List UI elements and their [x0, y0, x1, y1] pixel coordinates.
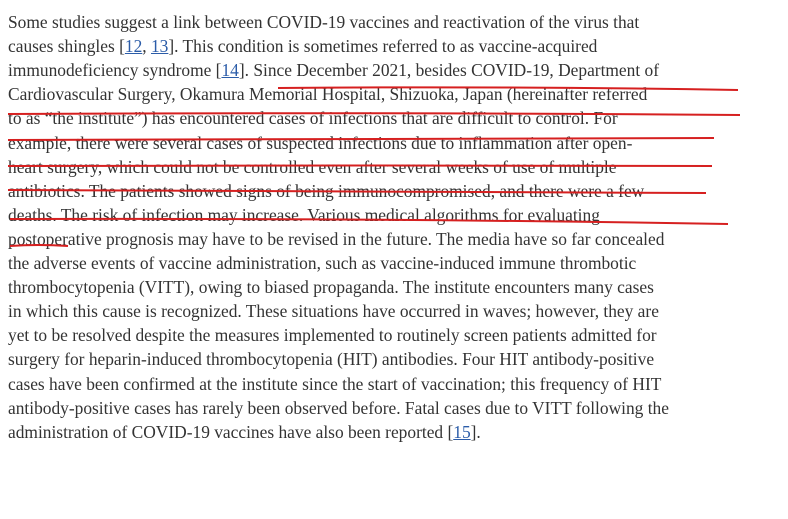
text-line	[8, 58, 659, 82]
text-run: heart surgery, which could not be controlled even after several weeks of use of multiple	[8, 156, 617, 177]
text-run: yet to be resolved despite the measures implemented to routinely screen patients admitted for	[8, 325, 657, 346]
text-run: example, there were several cases of suspected infections due to inflammation after open-	[8, 132, 633, 153]
text-line	[8, 251, 636, 275]
reference-link[interactable]: 12	[124, 36, 143, 57]
text-run: cases have been confirmed at the institute since the start of vaccination; this frequency of HIT	[8, 373, 662, 394]
text-line	[8, 34, 597, 58]
text-run: in which this cause is recognized. These situations have occurred in waves; however, they are	[8, 301, 659, 322]
text-run: ]. Since December 2021, besides COVID-19, Department of	[238, 60, 660, 81]
text-line	[8, 347, 654, 371]
text-line	[8, 155, 616, 179]
reference-link[interactable]: 15	[453, 421, 471, 442]
text-line	[8, 372, 661, 396]
text-run: deaths. The risk of infection may increase. Various medical algorithms for evaluating	[8, 204, 600, 225]
text-line	[8, 131, 632, 155]
text-run: antibiotics. The patients showed signs of being immunocompromised, and there were a few	[8, 180, 645, 201]
text-run: surgery for heparin-induced thrombocytopenia (HIT) antibodies. Four HIT antibody-positive	[8, 349, 655, 370]
text-line	[8, 10, 639, 34]
reference-link[interactable]: 13	[150, 36, 169, 57]
text-run: antibody-positive cases has rarely been observed before. Fatal cases due to VITT following the	[8, 397, 669, 418]
text-line	[8, 323, 657, 347]
text-run: thrombocytopenia (VITT), owing to biased propaganda. The institute encounters many cases	[8, 277, 654, 298]
text-run: administration of COVID-19 vaccines have also been reported [	[8, 421, 454, 442]
text-run: ]. This condition is sometimes referred to as vaccine-acquired	[168, 36, 598, 57]
text-run: Some studies suggest a link between COVID-19 vaccines and reactivation of the virus that	[8, 12, 640, 32]
reference-link[interactable]: 14	[221, 60, 239, 81]
text-line	[8, 82, 647, 106]
text-line	[8, 275, 654, 299]
text-run: ,	[142, 36, 151, 57]
text-line	[8, 203, 600, 227]
text-run: causes shingles [	[8, 36, 125, 57]
text-line	[8, 396, 669, 420]
text-run: the adverse events of vaccine administration, such as vaccine-induced immune thrombotic	[8, 253, 637, 273]
text-run: ].	[470, 421, 481, 442]
text-run: Cardiovascular Surgery, Okamura Memorial Hospital, Shizuoka, Japan (hereinafter referred	[8, 84, 648, 105]
text-run: to as “the institute”) has encountered cases of infections that are difficult to control. For	[8, 108, 618, 129]
text-line	[8, 106, 618, 130]
text-line	[8, 299, 659, 323]
text-line	[8, 179, 644, 203]
text-run: postoperative prognosis may have to be revised in the future. The media have so far concealed	[8, 228, 665, 249]
text-line	[8, 420, 481, 444]
text-line	[8, 227, 664, 251]
text-run: immunodeficiency syndrome [	[8, 60, 222, 81]
